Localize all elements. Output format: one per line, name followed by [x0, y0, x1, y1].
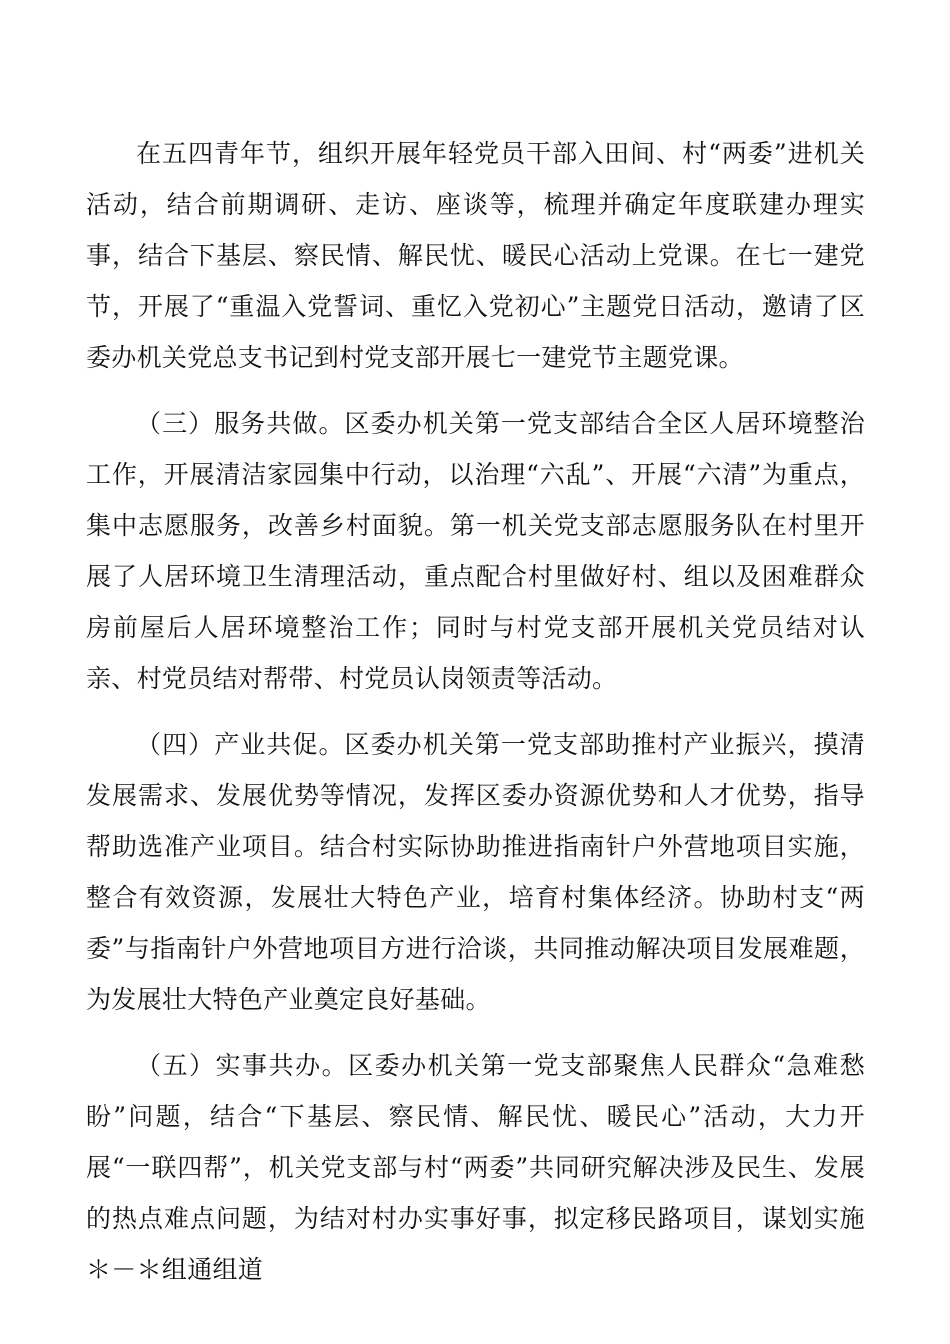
paragraph-3: （四）产业共促。区委办机关第一党支部助推村产业振兴，摸清发展需求、发展优势等情况，发挥区委办资源优势和人才优势，指导帮助选准产业项目。结合村实际协助推进指南针户外营地项目实施，整合有效资源，发展壮大特色产业，培育村集体经济。协助村支“两委”与指南针户外营地项目方进行洽谈，共同推动解决项目发展难题，为发展壮大特色产业奠定良好基础。	[86, 730, 865, 1014]
paragraph-2: （三）服务共做。区委办机关第一党支部结合全区人居环境整治工作，开展清洁家园集中行动，以治理“六乱”、开展“六清”为重点，集中志愿服务，改善乡村面貌。第一机关党支部志愿服务队在村里开展了人居环境卫生清理活动，重点配合村里做好村、组以及困难群众房前屋后人居环境整治工作；同时与村党支部开展机关党员结对认亲、村党员结对帮带、村党员认岗领责等活动。	[86, 409, 865, 693]
paragraph-1: 在五四青年节，组织开展年轻党员干部入田间、村“两委”进机关活动，结合前期调研、走访、座谈等，梳理并确定年度联建办理实事，结合下基层、察民情、解民忧、暖民心活动上党课。在七一建党节，开展了“重温入党誓词、重忆入党初心”主题党日活动，邀请了区委办机关党总支书记到村党支部开展七一建党节主题党课。	[86, 139, 865, 372]
paragraph-4: （五）实事共办。区委办机关第一党支部聚焦人民群众“急难愁盼”问题，结合“下基层、察民情、解民忧、暖民心”活动，大力开展“一联四帮”，机关党支部与村“两委”共同研究解决涉及民生、发展的热点难点问题，为结对村办实事好事，拟定移民路项目，谋划实施＊－＊组通组道	[86, 1051, 865, 1284]
document-body	[86, 128, 865, 1310]
